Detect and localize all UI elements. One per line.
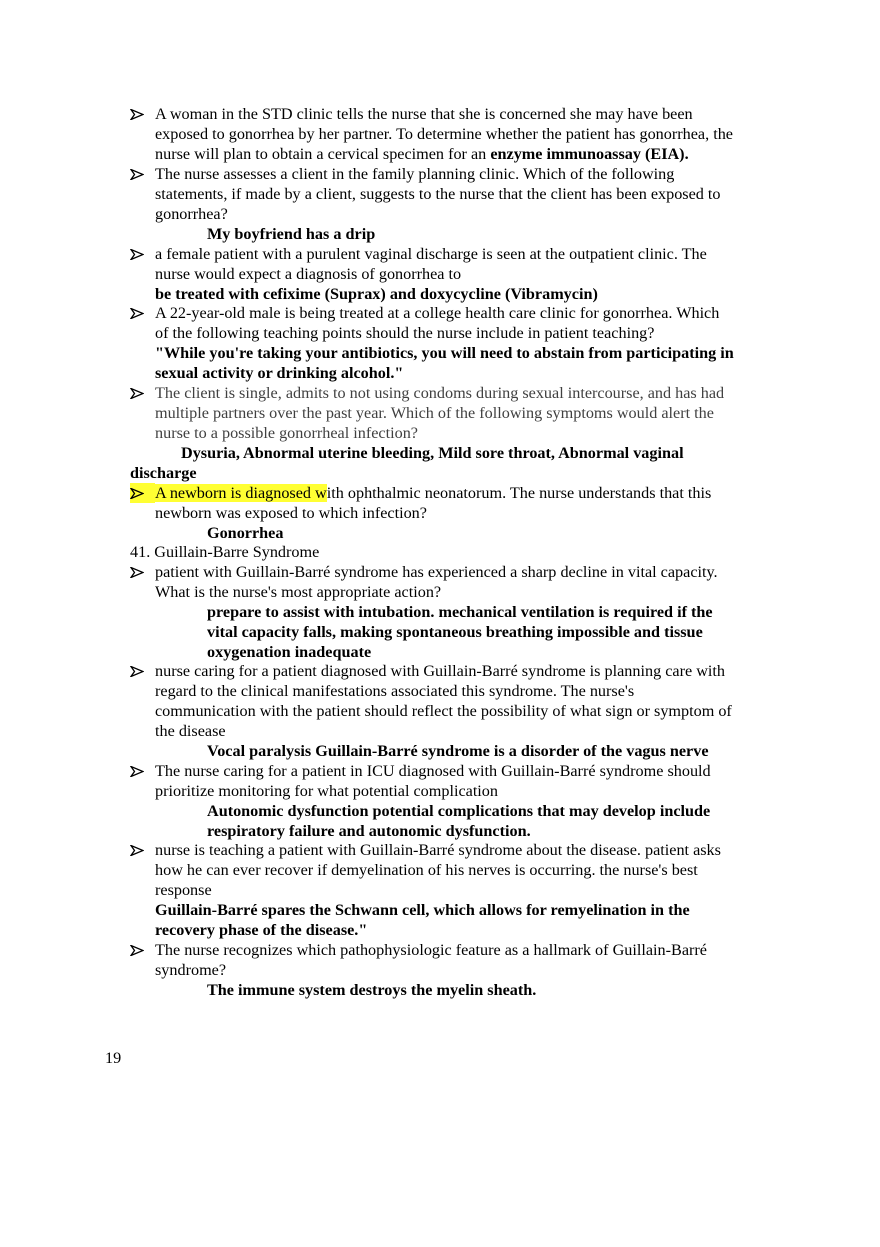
arrow-bullet-icon: [130, 303, 146, 323]
answer-line: "While you're taking your antibiotics, you will need to abstain from participating in: [155, 344, 734, 362]
answer-text: enzyme immunoassay (EIA).: [490, 145, 689, 163]
arrow-bullet-icon: [130, 164, 146, 184]
arrow-bullet-icon: [130, 761, 146, 781]
question-text: ith ophthalmic neonatorum. The nurse understands that this: [326, 484, 712, 502]
question-line: response: [155, 881, 212, 899]
question-line: A woman in the STD clinic tells the nurse that she is concerned she may have been: [155, 105, 693, 123]
answer-line: Dysuria, Abnormal uterine bleeding, Mild sore throat, Abnormal vaginal: [181, 444, 684, 462]
arrow-bullet-icon: [130, 840, 146, 860]
answer-line: respiratory failure and autonomic dysfunction.: [207, 822, 531, 840]
question-line: A 22-year-old male is being treated at a college health care clinic for gonorrhea. Which: [155, 304, 720, 322]
question-line: how he can ever recover if demyelination of his nerves is occurring. the nurse's best: [155, 861, 698, 879]
question-line: What is the nurse's most appropriate action?: [155, 583, 442, 601]
question-text: nurse will plan to obtain a cervical specimen for an: [155, 145, 491, 163]
question-line: The nurse recognizes which pathophysiologic feature as a hallmark of Guillain-Barré: [155, 941, 707, 959]
arrow-bullet-icon: [130, 940, 146, 960]
arrow-bullet-icon: [130, 483, 155, 503]
arrow-bullet-icon: [130, 104, 146, 124]
question-line: [155, 144, 689, 164]
arrow-bullet-icon: [130, 661, 146, 681]
answer-line: oxygenation inadequate: [207, 643, 372, 661]
page-number: 19: [105, 1049, 122, 1067]
arrow-bullet-icon: [130, 562, 146, 582]
question-line: nurse is teaching a patient with Guillain-Barré syndrome about the disease. patient asks: [155, 841, 721, 859]
answer-line: discharge: [130, 464, 197, 482]
answer-line: sexual activity or drinking alcohol.": [155, 364, 404, 382]
question-line: [155, 483, 711, 503]
answer-line: Gonorrhea: [207, 524, 284, 542]
question-line: nurse would expect a diagnosis of gonorrhea to: [155, 265, 462, 283]
question-line: gonorrhea?: [155, 205, 228, 223]
question-line: communication with the patient should reflect the possibility of what sign or symptom of: [155, 702, 732, 720]
question-line: syndrome?: [155, 961, 227, 979]
answer-line: My boyfriend has a drip: [207, 225, 376, 243]
answer-line: vital capacity falls, making spontaneous breathing impossible and tissue: [207, 623, 703, 641]
question-line: The nurse caring for a patient in ICU diagnosed with Guillain-Barré syndrome should: [155, 762, 711, 780]
question-line: regard to the clinical manifestations associated this syndrome. The nurse's: [155, 682, 635, 700]
question-line: nurse caring for a patient diagnosed with Guillain-Barré syndrome is planning care with: [155, 662, 725, 680]
question-line: exposed to gonorrhea by her partner. To determine whether the patient has gonorrhea, the: [155, 125, 733, 143]
question-line: The nurse assesses a client in the family planning clinic. Which of the following: [155, 165, 675, 183]
question-line: prioritize monitoring for what potential complication: [155, 782, 498, 800]
arrow-bullet-icon: [130, 383, 146, 403]
question-line: the disease: [155, 722, 226, 740]
section-heading: 41. Guillain-Barre Syndrome: [130, 543, 320, 561]
question-line: The client is single, admits to not using condoms during sexual intercourse, and has had: [155, 384, 725, 402]
arrow-bullet-icon: [130, 244, 146, 264]
question-line: statements, if made by a client, suggests to the nurse that the client has been exposed to: [155, 185, 721, 203]
highlighted-text: A newborn is diagnosed w: [155, 484, 327, 502]
answer-line: prepare to assist with intubation. mechanical ventilation is required if the: [207, 603, 713, 621]
question-line: newborn was exposed to which infection?: [155, 504, 427, 522]
answer-line: recovery phase of the disease.": [155, 921, 368, 939]
answer-line: be treated with cefixime (Suprax) and doxycycline (Vibramycin): [155, 285, 598, 303]
answer-line: Vocal paralysis Guillain-Barré syndrome is a disorder of the vagus nerve: [207, 742, 709, 760]
question-line: patient with Guillain-Barré syndrome has experienced a sharp decline in vital capacity.: [155, 563, 718, 581]
answer-line: The immune system destroys the myelin sheath.: [207, 981, 537, 999]
question-line: multiple partners over the past year. Which of the following symptoms would alert the: [155, 404, 714, 422]
question-line: nurse to a possible gonorrheal infection?: [155, 424, 418, 442]
answer-line: Guillain-Barré spares the Schwann cell, which allows for remyelination in the: [155, 901, 690, 919]
question-line: a female patient with a purulent vaginal discharge is seen at the outpatient clinic. The: [155, 245, 707, 263]
question-line: of the following teaching points should the nurse include in patient teaching?: [155, 324, 655, 342]
answer-line: Autonomic dysfunction potential complications that may develop include: [207, 802, 711, 820]
